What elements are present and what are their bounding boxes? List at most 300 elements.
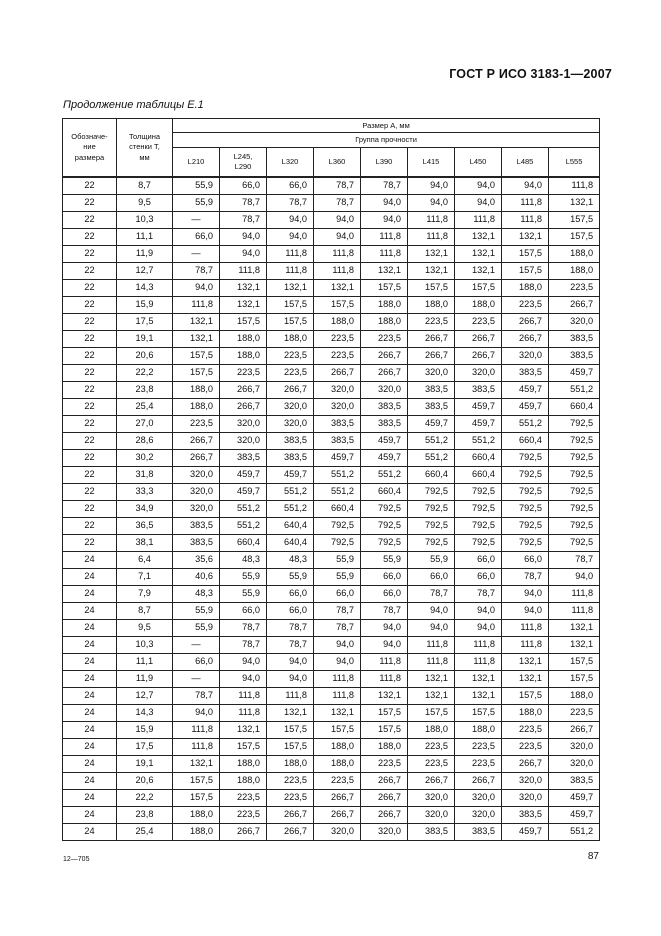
value-cell: 157,5 [173, 365, 220, 382]
table-row [63, 756, 600, 773]
thickness-header [117, 119, 173, 178]
value-cell: 66,0 [173, 654, 220, 671]
wall-thickness-cell: 23,8 [117, 807, 173, 824]
value-cell: 157,5 [502, 263, 549, 280]
value-cell: 383,5 [455, 824, 502, 841]
grade-label: L390 [375, 156, 393, 166]
value-cell: 188,0 [220, 756, 267, 773]
table-row [63, 739, 600, 756]
table-row [63, 654, 600, 671]
wall-thickness-cell: 33,3 [117, 484, 173, 501]
value-cell: 266,7 [220, 824, 267, 841]
value-cell: 459,7 [502, 824, 549, 841]
table-row [63, 586, 600, 603]
value-cell: 157,5 [549, 229, 600, 246]
value-cell: 132,1 [408, 263, 455, 280]
table-row [63, 177, 600, 195]
value-cell: 792,5 [361, 501, 408, 518]
value-cell: 78,7 [455, 586, 502, 603]
value-cell: 78,7 [220, 212, 267, 229]
table-row [63, 467, 600, 484]
value-cell: 94,0 [361, 212, 408, 229]
print-mark: 12—705 [63, 856, 90, 863]
size-designation-cell: 22 [63, 263, 117, 280]
value-cell: 266,7 [455, 773, 502, 790]
wall-thickness-cell: 20,6 [117, 348, 173, 365]
value-cell: 383,5 [267, 450, 314, 467]
value-cell: 320,0 [502, 790, 549, 807]
value-cell: 188,0 [408, 297, 455, 314]
value-cell: 157,5 [502, 688, 549, 705]
size-designation-cell: 22 [63, 433, 117, 450]
value-cell: 111,8 [173, 722, 220, 739]
value-cell: 223,5 [220, 365, 267, 382]
value-cell: 551,2 [455, 433, 502, 450]
value-cell: 66,0 [408, 569, 455, 586]
value-cell: 132,1 [549, 620, 600, 637]
value-cell: 459,7 [455, 416, 502, 433]
value-cell: 55,9 [220, 569, 267, 586]
value-cell: 55,9 [173, 177, 220, 195]
value-cell: 111,8 [220, 263, 267, 280]
size-designation-cell: 24 [63, 603, 117, 620]
value-cell: 551,2 [549, 382, 600, 399]
size-designation-cell: 22 [63, 195, 117, 212]
table-row [63, 246, 600, 263]
value-cell: — [173, 671, 220, 688]
value-cell: 66,0 [455, 569, 502, 586]
value-cell: 266,7 [173, 450, 220, 467]
value-cell: 66,0 [361, 569, 408, 586]
value-cell: 792,5 [314, 518, 361, 535]
grade-header-6 [455, 148, 502, 178]
value-cell: 320,0 [502, 773, 549, 790]
value-cell: 459,7 [549, 365, 600, 382]
value-cell: 551,2 [220, 501, 267, 518]
table-row [63, 297, 600, 314]
value-cell: 223,5 [314, 773, 361, 790]
value-cell: 266,7 [314, 790, 361, 807]
value-cell: 188,0 [549, 263, 600, 280]
value-cell: 223,5 [502, 739, 549, 756]
grade-header-5 [408, 148, 455, 178]
value-cell: 266,7 [549, 722, 600, 739]
value-cell: 551,2 [314, 467, 361, 484]
wall-thickness-cell: 25,4 [117, 399, 173, 416]
value-cell: 320,0 [173, 467, 220, 484]
value-cell: 188,0 [408, 722, 455, 739]
value-cell: 792,5 [408, 484, 455, 501]
table-row [63, 824, 600, 841]
grade-header-0 [173, 148, 220, 178]
value-cell: 320,0 [173, 501, 220, 518]
value-cell: 66,0 [502, 552, 549, 569]
value-cell: 111,8 [502, 620, 549, 637]
size-designation-cell: 24 [63, 637, 117, 654]
value-cell: 266,7 [267, 382, 314, 399]
value-cell: 78,7 [314, 603, 361, 620]
table-row [63, 569, 600, 586]
value-cell: 111,8 [361, 229, 408, 246]
value-cell: 94,0 [173, 280, 220, 297]
value-cell: 266,7 [408, 331, 455, 348]
value-cell: 94,0 [502, 177, 549, 195]
value-cell: 188,0 [361, 314, 408, 331]
value-cell: 111,8 [361, 671, 408, 688]
size-designation-cell: 22 [63, 177, 117, 195]
value-cell: 157,5 [173, 773, 220, 790]
value-cell: 188,0 [173, 399, 220, 416]
value-cell: 551,2 [549, 824, 600, 841]
value-cell: 459,7 [220, 484, 267, 501]
table-row [63, 552, 600, 569]
value-cell: 132,1 [173, 331, 220, 348]
value-cell: 66,0 [220, 177, 267, 195]
grade-label: L415 [422, 156, 440, 166]
grade-header-8 [549, 148, 600, 178]
value-cell: 266,7 [267, 807, 314, 824]
value-cell: 111,8 [173, 297, 220, 314]
value-cell: 157,5 [220, 739, 267, 756]
value-cell: 188,0 [502, 705, 549, 722]
value-cell: 132,1 [455, 246, 502, 263]
wall-thickness-cell: 19,1 [117, 756, 173, 773]
value-cell: 78,7 [549, 552, 600, 569]
table-row [63, 705, 600, 722]
value-cell: 132,1 [455, 671, 502, 688]
value-cell: 792,5 [455, 484, 502, 501]
value-cell: 55,9 [220, 586, 267, 603]
value-cell: 792,5 [549, 450, 600, 467]
value-cell: 320,0 [502, 348, 549, 365]
value-cell: 94,0 [408, 177, 455, 195]
value-cell: 111,8 [455, 654, 502, 671]
value-cell: 132,1 [549, 637, 600, 654]
value-cell: 132,1 [455, 229, 502, 246]
value-cell: 188,0 [173, 807, 220, 824]
value-cell: 266,7 [361, 348, 408, 365]
wall-thickness-cell: 15,9 [117, 297, 173, 314]
value-cell: 132,1 [361, 688, 408, 705]
value-cell: 188,0 [314, 314, 361, 331]
value-cell: 132,1 [549, 195, 600, 212]
size-designation-cell: 24 [63, 620, 117, 637]
value-cell: 66,0 [314, 586, 361, 603]
value-cell: 132,1 [408, 246, 455, 263]
value-cell: 383,5 [314, 416, 361, 433]
value-cell: 66,0 [267, 603, 314, 620]
value-cell: 320,0 [549, 756, 600, 773]
size-designation-cell: 24 [63, 569, 117, 586]
value-cell: 94,0 [173, 705, 220, 722]
value-cell: 266,7 [361, 773, 408, 790]
value-cell: 111,8 [267, 688, 314, 705]
value-cell: 78,7 [408, 586, 455, 603]
value-cell: 320,0 [408, 807, 455, 824]
value-cell: 459,7 [455, 399, 502, 416]
value-cell: 792,5 [549, 501, 600, 518]
value-cell: 94,0 [408, 195, 455, 212]
value-cell: 132,1 [267, 705, 314, 722]
value-cell: 551,2 [267, 484, 314, 501]
value-cell: 320,0 [267, 416, 314, 433]
document-code: ГОСТ Р ИСО 3183-1—2007 [449, 67, 612, 81]
value-cell: 223,5 [267, 773, 314, 790]
value-cell: 660,4 [361, 484, 408, 501]
value-cell: 111,8 [267, 263, 314, 280]
value-cell: 111,8 [314, 263, 361, 280]
value-cell: 320,0 [220, 433, 267, 450]
size-designation-cell: 24 [63, 790, 117, 807]
wall-thickness-cell: 25,4 [117, 824, 173, 841]
value-cell: 792,5 [455, 535, 502, 552]
grade-label: L485 [516, 156, 534, 166]
table-row [63, 807, 600, 824]
designation-header [63, 119, 117, 178]
value-cell: 223,5 [314, 348, 361, 365]
value-cell: 320,0 [455, 365, 502, 382]
table-row [63, 518, 600, 535]
value-cell: 223,5 [455, 756, 502, 773]
grade-label: L320 [281, 156, 299, 166]
table-row [63, 212, 600, 229]
table-row [63, 433, 600, 450]
wall-thickness-cell: 19,1 [117, 331, 173, 348]
value-cell: 266,7 [455, 348, 502, 365]
value-cell: 223,5 [220, 790, 267, 807]
table-row [63, 790, 600, 807]
value-cell: 320,0 [173, 484, 220, 501]
value-cell: — [173, 246, 220, 263]
value-cell: 792,5 [502, 484, 549, 501]
size-designation-cell: 22 [63, 348, 117, 365]
value-cell: 66,0 [267, 586, 314, 603]
wall-thickness-cell: 36,5 [117, 518, 173, 535]
value-cell: 459,7 [220, 467, 267, 484]
value-cell: 48,3 [267, 552, 314, 569]
designation-header-label: Обозначе- ние размера [71, 132, 108, 162]
wall-thickness-cell: 9,5 [117, 620, 173, 637]
value-cell: 223,5 [502, 297, 549, 314]
wall-thickness-cell: 17,5 [117, 314, 173, 331]
wall-thickness-cell: 11,1 [117, 654, 173, 671]
size-designation-cell: 24 [63, 807, 117, 824]
strength-group-header: Группа прочности [173, 133, 600, 148]
size-designation-cell: 24 [63, 552, 117, 569]
value-cell: 188,0 [267, 331, 314, 348]
wall-thickness-cell: 7,1 [117, 569, 173, 586]
value-cell: 383,5 [549, 773, 600, 790]
value-cell: 223,5 [455, 739, 502, 756]
size-designation-cell: 24 [63, 824, 117, 841]
page-number: 87 [587, 851, 599, 862]
value-cell: 223,5 [455, 314, 502, 331]
grade-header-1 [220, 148, 267, 178]
value-cell: 792,5 [549, 535, 600, 552]
value-cell: 157,5 [549, 671, 600, 688]
value-cell: 111,8 [502, 212, 549, 229]
value-cell: 157,5 [549, 212, 600, 229]
value-cell: 157,5 [220, 314, 267, 331]
value-cell: 660,4 [314, 501, 361, 518]
value-cell: 223,5 [314, 331, 361, 348]
value-cell: 94,0 [220, 671, 267, 688]
value-cell: 94,0 [267, 212, 314, 229]
table-body [63, 177, 600, 841]
value-cell: 55,9 [314, 552, 361, 569]
value-cell: 111,8 [455, 637, 502, 654]
value-cell: 188,0 [220, 773, 267, 790]
value-cell: 78,7 [267, 195, 314, 212]
value-cell: 640,4 [267, 518, 314, 535]
value-cell: 223,5 [361, 756, 408, 773]
value-cell: 157,5 [408, 280, 455, 297]
value-cell: 66,0 [267, 177, 314, 195]
value-cell: 157,5 [455, 280, 502, 297]
value-cell: 111,8 [502, 637, 549, 654]
value-cell: 792,5 [502, 450, 549, 467]
value-cell: 78,7 [173, 263, 220, 280]
value-cell: 266,7 [502, 756, 549, 773]
value-cell: 223,5 [502, 722, 549, 739]
value-cell: 132,1 [502, 671, 549, 688]
value-cell: 320,0 [455, 790, 502, 807]
value-cell: 266,7 [361, 790, 408, 807]
value-cell: 266,7 [220, 399, 267, 416]
wall-thickness-cell: 28,6 [117, 433, 173, 450]
value-cell: 266,7 [267, 824, 314, 841]
wall-thickness-cell: 12,7 [117, 688, 173, 705]
value-cell: 266,7 [502, 314, 549, 331]
wall-thickness-cell: 8,7 [117, 177, 173, 195]
wall-thickness-cell: 22,2 [117, 790, 173, 807]
value-cell: 94,0 [220, 654, 267, 671]
value-cell: 459,7 [408, 416, 455, 433]
value-cell: 132,1 [314, 280, 361, 297]
value-cell: 660,4 [455, 467, 502, 484]
value-cell: 792,5 [408, 535, 455, 552]
value-cell: 132,1 [502, 654, 549, 671]
value-cell: 188,0 [549, 246, 600, 263]
value-cell: 132,1 [173, 756, 220, 773]
value-cell: 111,8 [549, 586, 600, 603]
wall-thickness-cell: 8,7 [117, 603, 173, 620]
value-cell: 320,0 [314, 399, 361, 416]
size-designation-cell: 22 [63, 297, 117, 314]
value-cell: 132,1 [502, 229, 549, 246]
value-cell: 459,7 [267, 467, 314, 484]
wall-thickness-cell: 10,3 [117, 637, 173, 654]
wall-thickness-cell: 10,3 [117, 212, 173, 229]
value-cell: 383,5 [455, 382, 502, 399]
wall-thickness-cell: 31,8 [117, 467, 173, 484]
size-designation-cell: 24 [63, 756, 117, 773]
value-cell: 551,2 [267, 501, 314, 518]
value-cell: 111,8 [502, 195, 549, 212]
value-cell: 459,7 [502, 399, 549, 416]
wall-thickness-cell: 14,3 [117, 705, 173, 722]
value-cell: 78,7 [220, 195, 267, 212]
size-designation-cell: 24 [63, 654, 117, 671]
value-cell: 94,0 [549, 569, 600, 586]
value-cell: 94,0 [267, 654, 314, 671]
size-group-header: Размер A, мм [173, 119, 600, 133]
value-cell: 320,0 [361, 824, 408, 841]
value-cell: 320,0 [408, 365, 455, 382]
value-cell: 55,9 [408, 552, 455, 569]
wall-thickness-cell: 6,4 [117, 552, 173, 569]
value-cell: 188,0 [314, 739, 361, 756]
value-cell: 188,0 [455, 297, 502, 314]
value-cell: 383,5 [408, 824, 455, 841]
value-cell: 792,5 [361, 518, 408, 535]
wall-thickness-cell: 23,8 [117, 382, 173, 399]
wall-thickness-cell: 11,9 [117, 671, 173, 688]
value-cell: 94,0 [220, 229, 267, 246]
value-cell: 94,0 [314, 654, 361, 671]
value-cell: 35,6 [173, 552, 220, 569]
value-cell: 223,5 [173, 416, 220, 433]
value-cell: 266,7 [502, 331, 549, 348]
value-cell: 111,8 [549, 177, 600, 195]
value-cell: 188,0 [267, 756, 314, 773]
value-cell: 792,5 [549, 433, 600, 450]
value-cell: 320,0 [314, 824, 361, 841]
strength-table [62, 118, 600, 841]
value-cell: 223,5 [408, 739, 455, 756]
wall-thickness-cell: 7,9 [117, 586, 173, 603]
value-cell: 157,5 [314, 722, 361, 739]
value-cell: 132,1 [267, 280, 314, 297]
value-cell: 111,8 [220, 688, 267, 705]
table-header [63, 119, 600, 178]
size-designation-cell: 24 [63, 688, 117, 705]
value-cell: 459,7 [502, 382, 549, 399]
value-cell: 792,5 [361, 535, 408, 552]
value-cell: 188,0 [549, 688, 600, 705]
value-cell: 223,5 [549, 280, 600, 297]
size-designation-cell: 22 [63, 382, 117, 399]
value-cell: 383,5 [267, 433, 314, 450]
table-row [63, 484, 600, 501]
value-cell: 383,5 [502, 807, 549, 824]
value-cell: 188,0 [173, 824, 220, 841]
table-row [63, 688, 600, 705]
value-cell: 551,2 [502, 416, 549, 433]
wall-thickness-cell: 11,9 [117, 246, 173, 263]
grade-label: L360 [328, 156, 346, 166]
value-cell: 78,7 [314, 620, 361, 637]
value-cell: 78,7 [361, 603, 408, 620]
value-cell: 223,5 [267, 790, 314, 807]
grade-header-2 [267, 148, 314, 178]
table-row [63, 671, 600, 688]
grade-header-4 [361, 148, 408, 178]
value-cell: 551,2 [220, 518, 267, 535]
value-cell: 383,5 [361, 399, 408, 416]
value-cell: 188,0 [314, 756, 361, 773]
value-cell: 383,5 [220, 450, 267, 467]
value-cell: 157,5 [267, 739, 314, 756]
wall-thickness-cell: 14,3 [117, 280, 173, 297]
value-cell: 792,5 [502, 535, 549, 552]
value-cell: 792,5 [549, 416, 600, 433]
value-cell: 111,8 [267, 246, 314, 263]
value-cell: 94,0 [455, 177, 502, 195]
size-designation-cell: 22 [63, 484, 117, 501]
value-cell: 157,5 [361, 722, 408, 739]
value-cell: 66,0 [361, 586, 408, 603]
